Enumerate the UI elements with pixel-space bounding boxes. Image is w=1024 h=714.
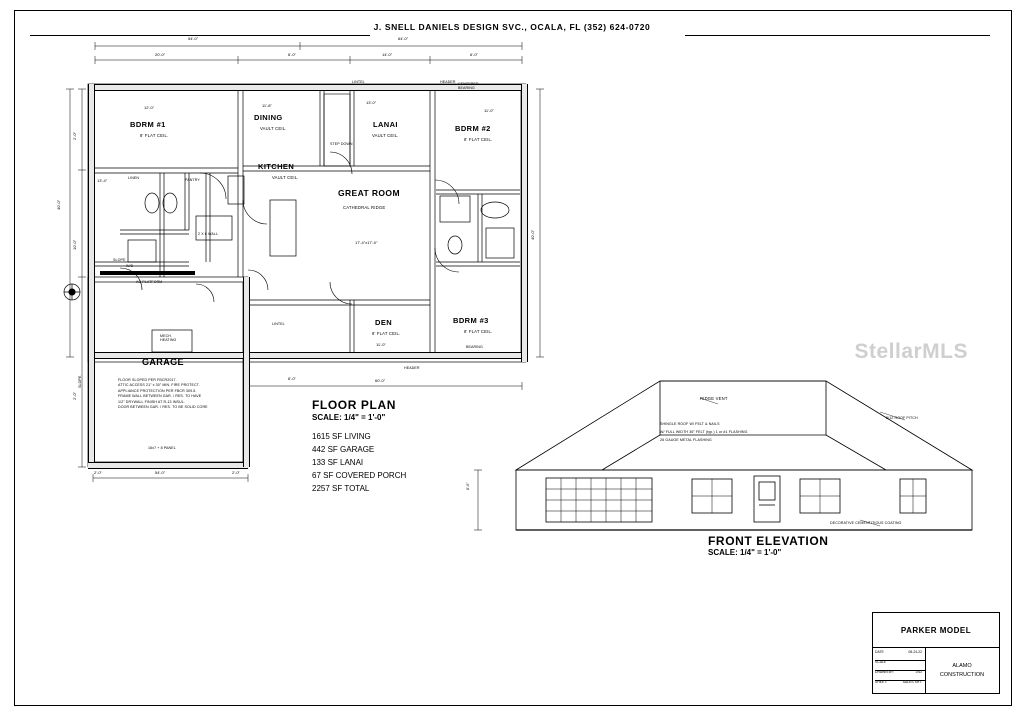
room-note-bdrm1: 8' FLAT CEIL.	[140, 133, 169, 138]
label-felt-flashing: W/ FULL WIDTH 36" FELT (typ.) 1 or #1 FLASHING	[660, 430, 748, 434]
dim-bdrm2: 11'-0"	[484, 108, 494, 113]
label-roof-pitch: 5/12 ROOF PITCH	[886, 416, 918, 420]
room-note-great-room: CATHEDRAL RIDGE	[343, 205, 386, 210]
dim-bottom-left: 2'-0"	[94, 470, 102, 475]
room-label-bdrm1: BDRM #1	[130, 120, 166, 129]
room-note-bdrm3: 8' FLAT CEIL.	[464, 329, 493, 334]
dim-top-4: 6'-0"	[288, 52, 296, 57]
area-lanai: 133 SF LANAI	[312, 458, 364, 467]
elevation-scale: SCALE: 1/4" = 1'-0"	[708, 548, 782, 557]
area-schedule	[312, 430, 406, 495]
dim-left-2: 10'-0"	[72, 239, 77, 250]
sheet-header: J. SNELL DANIELS DESIGN SVC., OCALA, FL (352) 624-0720	[373, 22, 651, 32]
label-ac-platform: AC PLATFORM	[136, 280, 163, 284]
dim-bdrm1-b: 13'-4"	[97, 178, 108, 183]
room-label-great-room: GREAT ROOM	[338, 188, 400, 198]
label-header-top: HEADER	[440, 80, 456, 84]
room-label-dining: DINING	[254, 113, 283, 122]
label-bath-linen: LINEN	[128, 176, 140, 180]
dim-right-overall: 40'-0"	[530, 229, 535, 240]
garage-note-1: ATTIC ACCESS 21" x 30" MIN. FIRE PROTECT.	[118, 383, 200, 388]
label-slope-side: SLOPE	[78, 375, 82, 388]
room-note-bdrm2: 8' FLAT CEIL.	[464, 137, 493, 142]
wall-garage-left	[88, 352, 95, 467]
room-label-bdrm2: BDRM #2	[455, 124, 491, 133]
tb-value-sheet: SALES SHT.	[902, 680, 922, 684]
area-garage: 442 SF GARAGE	[312, 445, 375, 454]
dim-top-3: 20'-0"	[155, 52, 166, 57]
garage-note-4: 1/2" DRYWALL FINISH AT R-13 INSUL.	[118, 399, 185, 404]
room-label-garage: GARAGE	[142, 357, 184, 367]
label-coating: DECORATIVE CEMENTITIOUS COATING	[830, 521, 902, 525]
label-ridge-vent: RIDGE VENT	[700, 396, 728, 401]
tb-company-line2: CONSTRUCTION	[939, 672, 985, 678]
label-metal-flashing: 26 GAUGE METAL FLASHING	[660, 438, 712, 442]
wall-garage-right	[243, 277, 250, 467]
dim-bottom-mid: 6'-0"	[288, 376, 296, 381]
floorplan-title: FLOOR PLAN	[312, 398, 396, 412]
wall-solid-segment	[100, 271, 195, 275]
room-label-kitchen: KITCHEN	[258, 162, 295, 171]
tb-company-line1: ALAMO	[952, 663, 972, 669]
label-lintel-top: LINTEL	[352, 80, 365, 84]
label-shingle-roof: SHINGLE ROOF W/ FELT & NAILS	[660, 422, 720, 426]
dim-top-5: 14'-0"	[382, 52, 393, 57]
dim-bottom-right: 2'-0"	[232, 470, 240, 475]
room-note-lanai: VAULT CEIL.	[372, 133, 399, 138]
dim-bottom-main: 60'-0"	[375, 378, 386, 383]
title-block	[872, 612, 1000, 694]
dim-left-3: 2'-0"	[72, 392, 77, 400]
tb-label-drawn: DRAWN BY:	[875, 670, 894, 674]
wall-exterior-right	[521, 84, 528, 362]
label-pantry: PANTRY	[185, 178, 200, 182]
label-bearing: BEARING	[466, 345, 483, 349]
room-note-kitchen: VAULT CEIL.	[272, 175, 299, 180]
dim-great-room: 17'-4"x17'-0"	[355, 240, 378, 245]
dim-top-1: 54'-0"	[188, 36, 199, 41]
garage-note-2: APPLIANCE PROTECTION PER FBCR 309.5.	[118, 388, 197, 393]
label-mech-heating: MECH. HEATING	[160, 334, 177, 342]
label-lintel-bottom: LINTEL	[272, 322, 285, 326]
garage-note-3: FRAME WALL BETWEEN GAR. / RES. TO HAVE	[118, 394, 202, 399]
label-slope: SLOPE	[113, 258, 126, 262]
elevation-title: FRONT ELEVATION	[708, 534, 829, 548]
wall-exterior-left	[88, 84, 95, 362]
room-note-den: 8' FLAT CEIL.	[372, 331, 401, 336]
header-rule-right	[685, 35, 990, 36]
label-step-down: STEP DOWN	[330, 142, 353, 146]
room-label-bdrm3: BDRM #3	[453, 316, 489, 325]
title-block-model: PARKER MODEL	[900, 625, 972, 635]
room-label-lanai: LANAI	[373, 120, 398, 129]
dim-den: 11'-0"	[376, 342, 386, 347]
label-garage-door: 16x7 + 8 PANEL	[148, 446, 176, 450]
dim-bottom-garage: 54'-0"	[155, 470, 166, 475]
dim-dining: 11'-8"	[262, 103, 272, 108]
area-porch: 67 SF COVERED PORCH	[312, 471, 407, 480]
label-wd: W/D	[126, 264, 134, 268]
dim-top-2: 64'-0"	[398, 36, 409, 41]
garage-note-5: DOOR BETWEEN GAR. / RES. TO BE SOLID CORE	[118, 405, 208, 410]
room-note-dining: VAULT CEIL.	[260, 126, 287, 131]
dim-lanai: 13'-0"	[366, 100, 377, 105]
tb-value-date: 08-24-22	[908, 650, 922, 654]
area-living: 1615 SF LIVING	[312, 432, 371, 441]
garage-note-0: FLOOR SLOPED PER FBCR2017.	[118, 378, 177, 382]
tb-label-sheet: SHEET:	[875, 680, 887, 684]
area-total: 2257 SF TOTAL	[312, 484, 370, 493]
garage-notes	[118, 378, 243, 410]
dim-bdrm1-a: 12'-0"	[144, 105, 155, 110]
tb-value-drawn: JSD	[915, 670, 922, 674]
dim-left-1: 2'-0"	[72, 132, 77, 140]
label-2x6-wall: 2 X 6 WALL	[198, 232, 219, 236]
room-label-den: DEN	[375, 318, 393, 327]
header-rule-left	[30, 35, 370, 36]
wall-garage-bottom	[88, 462, 248, 469]
tb-label-scale: SCALE	[875, 660, 887, 664]
dim-top-6: 6'-0"	[470, 52, 478, 57]
label-wall-height: 8'-0"	[466, 482, 470, 490]
dim-left-overall: 40'-0"	[56, 199, 61, 210]
floorplan-scale: SCALE: 1/4" = 1'-0"	[312, 413, 386, 422]
watermark: StellarMLS	[854, 340, 968, 363]
tb-label-date: DATE	[875, 650, 884, 654]
label-header-bottom: HEADER	[404, 366, 420, 370]
label-centered-bearing: CENTERED BEARING	[458, 82, 479, 90]
